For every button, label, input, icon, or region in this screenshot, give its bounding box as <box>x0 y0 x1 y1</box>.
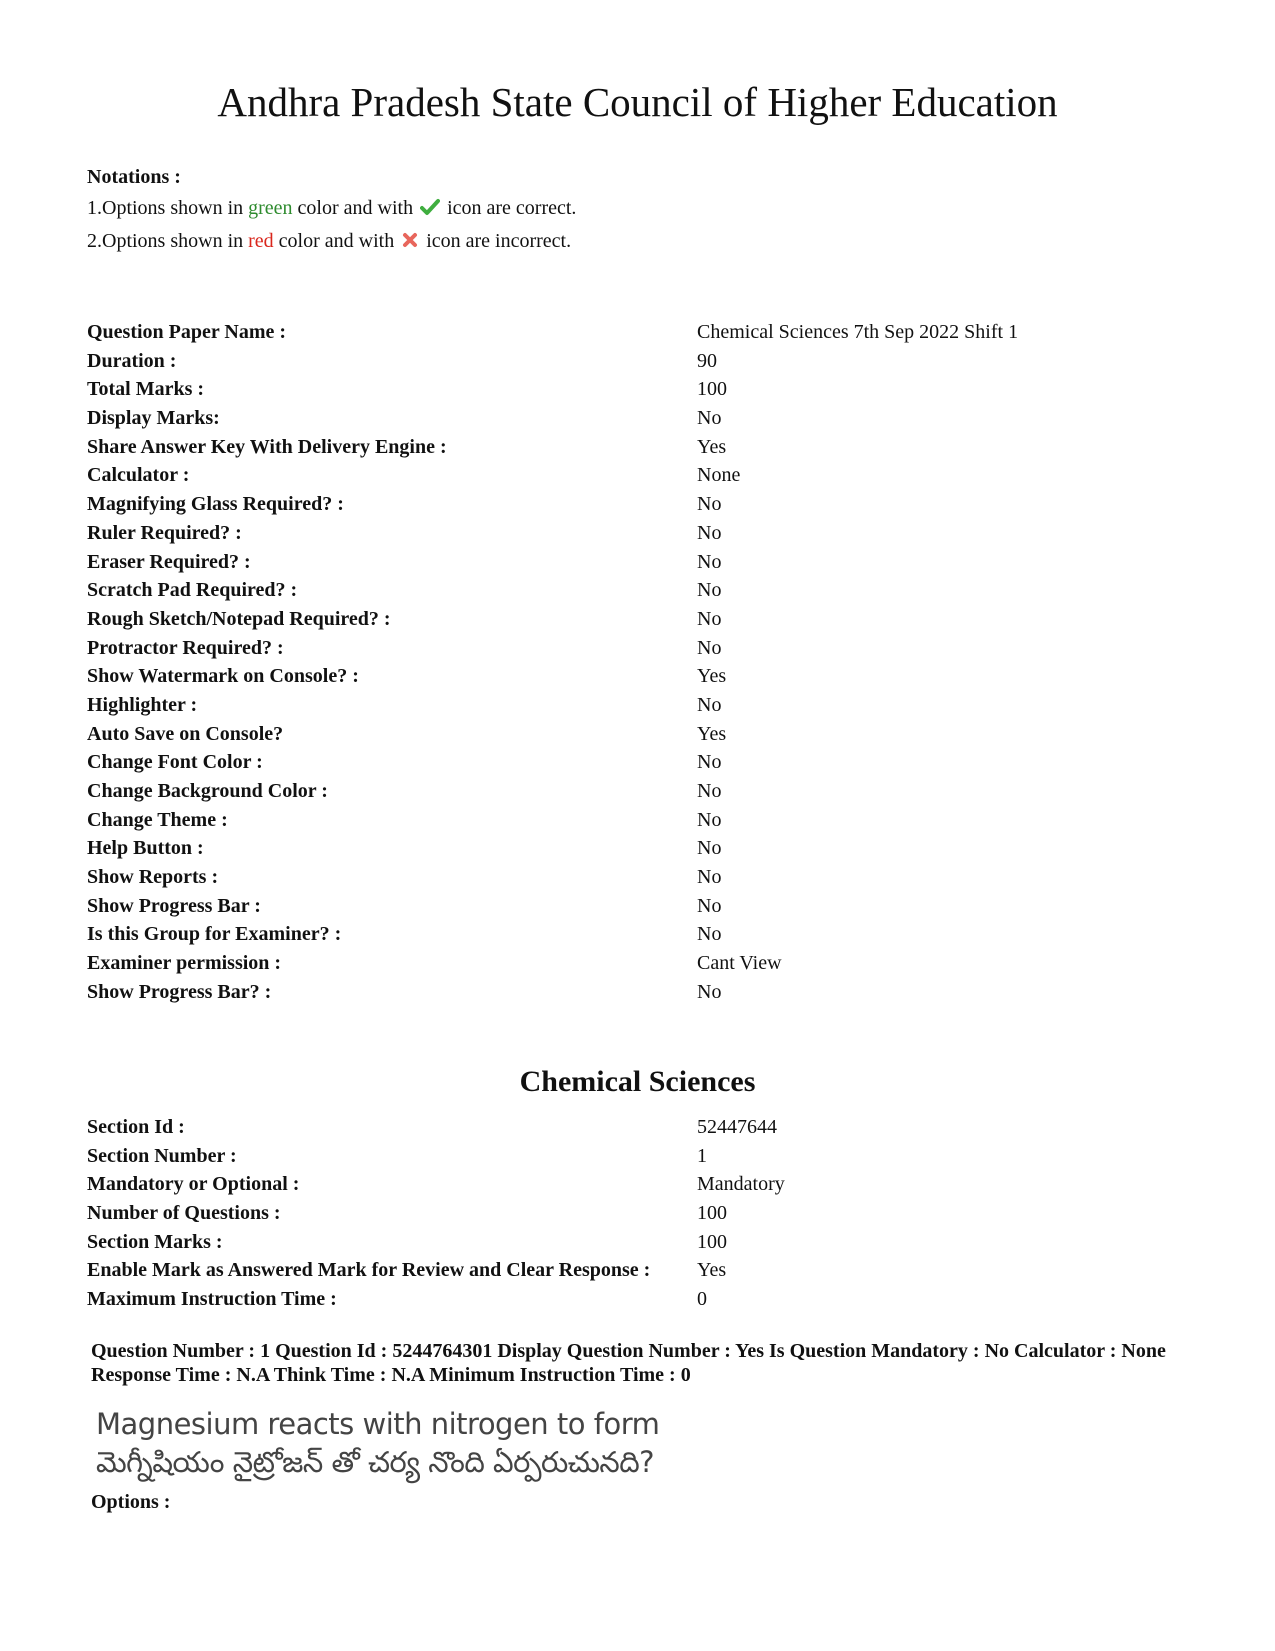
detail-label: Section Number : <box>87 1144 237 1167</box>
detail-value: 52447644 <box>697 1116 777 1138</box>
detail-label: Maximum Instruction Time : <box>87 1288 337 1311</box>
options-label: Options : <box>91 1491 171 1513</box>
notation-correct <box>87 193 576 226</box>
notation-text: icon are correct. <box>442 197 577 219</box>
question-text-telugu: మెగ్నీషియం నైట్రోజన్ తో చర్య నొంది ఏర్పరుచునది? <box>96 1445 655 1479</box>
detail-value: No <box>697 837 722 860</box>
detail-label: Show Reports : <box>87 866 219 889</box>
detail-label: Display Marks: <box>87 407 220 430</box>
detail-value: No <box>697 751 722 774</box>
detail-row <box>87 662 1237 691</box>
detail-label: Ruler Required? : <box>87 521 242 544</box>
detail-row <box>87 1199 1237 1228</box>
detail-label: Magnifying Glass Required? : <box>87 493 344 516</box>
detail-value: None <box>697 464 741 487</box>
notation-text: 1.Options shown in <box>87 197 249 219</box>
detail-row <box>87 920 1237 949</box>
detail-row <box>87 461 1237 490</box>
detail-value: No <box>697 923 722 946</box>
detail-label: Examiner permission : <box>87 952 282 975</box>
notation-text: icon are incorrect. <box>421 230 572 252</box>
detail-value: 0 <box>697 1288 707 1311</box>
detail-value: 90 <box>697 349 717 372</box>
notation-text: color and with <box>273 230 400 252</box>
detail-value: No <box>697 980 722 1003</box>
notations <box>87 162 576 259</box>
detail-label: Share Answer Key With Delivery Engine : <box>87 435 447 458</box>
detail-value: Yes <box>697 665 727 688</box>
detail-label: Total Marks : <box>87 378 205 401</box>
detail-label: Change Theme : <box>87 808 228 831</box>
detail-row <box>87 490 1237 519</box>
detail-row <box>87 834 1237 863</box>
detail-value: No <box>697 407 722 430</box>
detail-label: Rough Sketch/Notepad Required? : <box>87 607 391 630</box>
notation-text: 2.Options shown in <box>87 230 249 252</box>
detail-label: Section Id : <box>87 1116 185 1138</box>
detail-row <box>87 634 1237 663</box>
detail-row <box>87 1113 1237 1142</box>
cross-icon <box>401 228 419 259</box>
detail-value: No <box>697 579 722 602</box>
detail-label: Calculator : <box>87 464 190 487</box>
detail-row <box>87 1285 1237 1314</box>
detail-row <box>87 949 1237 978</box>
detail-value: No <box>697 780 722 802</box>
detail-value: 100 <box>697 1230 727 1253</box>
detail-label: Help Button : <box>87 837 204 860</box>
detail-value: No <box>697 493 722 516</box>
detail-value: Yes <box>697 722 727 745</box>
detail-value: Mandatory <box>697 1173 785 1196</box>
detail-row <box>87 375 1237 404</box>
notations-heading: Notations : <box>87 166 181 188</box>
detail-label: Number of Questions : <box>87 1202 281 1225</box>
check-icon <box>420 195 440 226</box>
detail-row <box>87 347 1237 376</box>
detail-row <box>87 777 1237 806</box>
detail-value: Yes <box>697 1259 727 1282</box>
detail-value: 100 <box>697 378 727 401</box>
detail-value: Chemical Sciences 7th Sep 2022 Shift 1 <box>697 321 1019 343</box>
detail-label: Enable Mark as Answered Mark for Review and Clear Response : <box>87 1259 651 1282</box>
detail-value: No <box>697 636 722 659</box>
notation-text: color and with <box>292 197 419 219</box>
detail-row <box>87 978 1237 1007</box>
detail-row <box>87 318 1237 347</box>
section-details <box>87 1113 1237 1314</box>
detail-value: No <box>697 808 722 831</box>
detail-value: No <box>697 894 722 917</box>
detail-label: Auto Save on Console? <box>87 722 284 745</box>
detail-row <box>87 1142 1237 1171</box>
page-title: Andhra Pradesh State Council of Higher Education <box>217 79 1058 125</box>
notation-incorrect <box>87 226 576 259</box>
detail-row <box>87 892 1237 921</box>
detail-label: Eraser Required? : <box>87 550 251 573</box>
detail-row <box>87 433 1237 462</box>
detail-row <box>87 404 1237 433</box>
question-text <box>96 1405 659 1481</box>
detail-row <box>87 720 1237 749</box>
detail-row <box>87 863 1237 892</box>
detail-label: Section Marks : <box>87 1230 223 1253</box>
detail-label: Scratch Pad Required? : <box>87 579 298 602</box>
detail-value: 100 <box>697 1202 727 1225</box>
detail-row <box>87 1256 1237 1285</box>
detail-value: No <box>697 693 722 716</box>
detail-label: Is this Group for Examiner? : <box>87 923 342 946</box>
section-title: Chemical Sciences <box>519 1065 756 1098</box>
paper-details <box>87 318 1237 1007</box>
detail-row <box>87 1228 1237 1257</box>
detail-row <box>87 548 1237 577</box>
detail-label: Mandatory or Optional : <box>87 1173 300 1196</box>
detail-row <box>87 1170 1237 1199</box>
detail-value: No <box>697 521 722 544</box>
detail-value: No <box>697 550 722 573</box>
detail-label: Protractor Required? : <box>87 636 284 659</box>
detail-row <box>87 748 1237 777</box>
detail-value: Yes <box>697 435 727 458</box>
detail-row <box>87 519 1237 548</box>
detail-row <box>87 806 1237 835</box>
question-meta: Question Number : 1 Question Id : 5244764301 Display Question Number : Yes Is Question Mandatory : No Calculator : None Response Time : N.A Think Time : N.A Minimum Instruction Time : 0 <box>91 1340 1166 1386</box>
detail-label: Show Progress Bar : <box>87 894 261 917</box>
detail-row <box>87 605 1237 634</box>
red-word: red <box>248 230 274 252</box>
detail-label: Duration : <box>87 349 177 372</box>
detail-label: Change Font Color : <box>87 751 263 774</box>
detail-label: Highlighter : <box>87 693 198 716</box>
green-word: green <box>248 197 293 219</box>
question-text-english: Magnesium reacts with nitrogen to form <box>96 1407 660 1441</box>
detail-value: No <box>697 607 722 630</box>
detail-value: 1 <box>697 1144 707 1167</box>
detail-value: Cant View <box>697 952 782 975</box>
detail-label: Show Watermark on Console? : <box>87 665 359 688</box>
detail-row <box>87 691 1237 720</box>
detail-label: Change Background Color : <box>87 780 328 802</box>
detail-label: Show Progress Bar? : <box>87 980 272 1003</box>
detail-label: Question Paper Name : <box>87 321 287 343</box>
detail-value: No <box>697 866 722 889</box>
detail-row <box>87 576 1237 605</box>
